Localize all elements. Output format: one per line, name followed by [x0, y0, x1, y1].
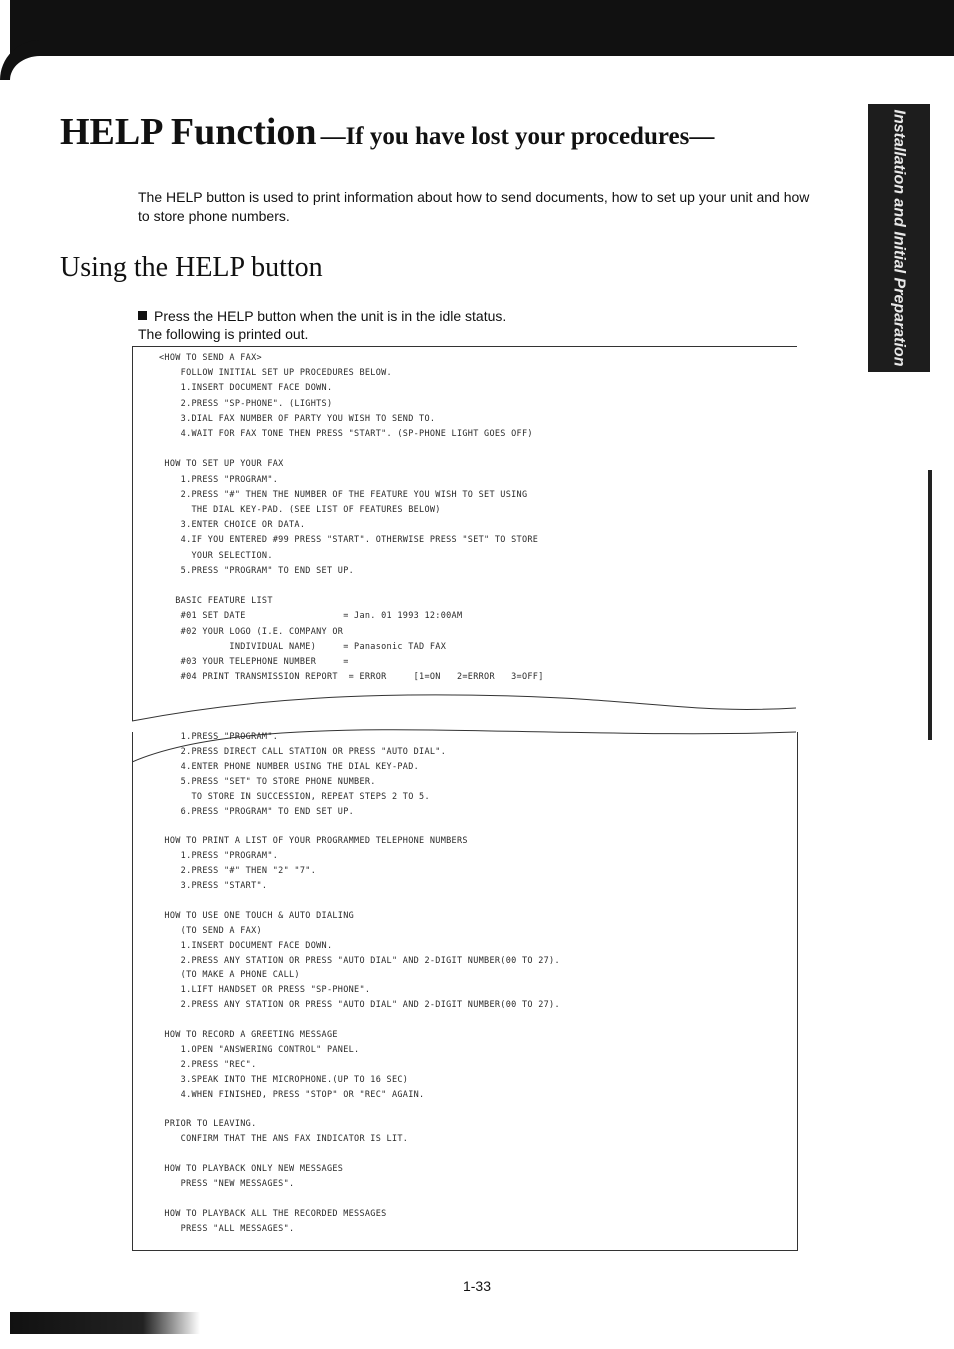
bullet-instruction [138, 307, 506, 343]
printout-line: (TO SEND A FAX) [159, 925, 262, 936]
printout-line: YOUR SELECTION. [159, 550, 273, 561]
page-title-main: HELP Function [60, 111, 317, 153]
printout-line: PRIOR TO LEAVING. [159, 1119, 257, 1130]
printout-line: INDIVIDUAL NAME) = Panasonic TAD FAX [159, 641, 447, 652]
printout-line: (TO MAKE A PHONE CALL) [159, 970, 300, 981]
printout-line: #01 SET DATE = Jan. 01 1993 12:00AM [159, 611, 463, 622]
page-title [60, 110, 714, 154]
side-tab-label: Installation and Initial Preparation [890, 109, 908, 367]
bottom-decorative-bar [10, 1312, 200, 1334]
printout-line: TO STORE IN SUCCESSION, REPEAT STEPS 2 TO 5. [159, 791, 430, 802]
printout-line: BASIC FEATURE LIST [159, 596, 273, 607]
printout-line: #04 PRINT TRANSMISSION REPORT = ERROR [1=ON 2=ERROR 3=OFF] [159, 672, 544, 683]
printout-line: 4.IF YOU ENTERED #99 PRESS "START". OTHERWISE PRESS "SET" TO STORE [159, 535, 539, 546]
printout-line: 2.PRESS "#" THEN THE NUMBER OF THE FEATURE YOU WISH TO SET USING [159, 489, 528, 500]
help-printout [132, 346, 796, 1250]
page-title-sub: —If you have lost your procedures— [320, 123, 715, 150]
printout-line: 2.PRESS ANY STATION OR PRESS "AUTO DIAL" AND 2-DIGIT NUMBER(00 TO 27). [159, 1000, 560, 1011]
printout-line: CONFIRM THAT THE ANS FAX INDICATOR IS LIT. [159, 1134, 409, 1145]
printout-line: 3.ENTER CHOICE OR DATA. [159, 520, 306, 531]
top-decorative-bar [10, 0, 954, 56]
printout-line: 1.INSERT DOCUMENT FACE DOWN. [159, 940, 333, 951]
printout-line: 1.PRESS "PROGRAM". [159, 732, 279, 742]
printout-line: 2.PRESS ANY STATION OR PRESS "AUTO DIAL" AND 2-DIGIT NUMBER(00 TO 27). [159, 955, 560, 966]
printout-line: <HOW TO SEND A FAX> [159, 353, 262, 363]
printout-line: 2.PRESS "SP-PHONE". (LIGHTS) [159, 398, 333, 409]
bullet-text: Press the HELP button when the unit is in the idle status. [154, 308, 507, 324]
printout-line: 1.INSERT DOCUMENT FACE DOWN. [159, 383, 333, 394]
printout-line: 3.SPEAK INTO THE MICROPHONE.(UP TO 16 SEC) [159, 1074, 409, 1085]
printout-line: 4.WHEN FINISHED, PRESS "STOP" OR "REC" AGAIN. [159, 1089, 425, 1100]
printout-line: #02 YOUR LOGO (I.E. COMPANY OR [159, 626, 344, 637]
printout-line: 5.PRESS "SET" TO STORE PHONE NUMBER. [159, 776, 376, 787]
printout-line: PRESS "ALL MESSAGES". [159, 1223, 295, 1234]
printout-line: 3.DIAL FAX NUMBER OF PARTY YOU WISH TO SEND TO. [159, 413, 436, 424]
printout-line: 2.PRESS "#" THEN "2" "7". [159, 866, 317, 877]
printout-line: 1.OPEN "ANSWERING CONTROL" PANEL. [159, 1044, 360, 1055]
printout-line: HOW TO PLAYBACK ALL THE RECORDED MESSAGES [159, 1208, 387, 1219]
printout-line: 4.ENTER PHONE NUMBER USING THE DIAL KEY-PAD. [159, 761, 420, 772]
printout-line: 2.PRESS "REC". [159, 1059, 257, 1070]
section-title: Using the HELP button [60, 252, 323, 283]
printout-line: HOW TO PRINT A LIST OF YOUR PROGRAMMED TELEPHONE NUMBERS [159, 836, 468, 847]
printout-line: HOW TO RECORD A GREETING MESSAGE [159, 1030, 338, 1040]
side-section-tab [868, 104, 930, 372]
printout-line: 1.PRESS "PROGRAM". [159, 851, 279, 862]
printout-line: 6.PRESS "PROGRAM" TO END SET UP. [159, 806, 355, 817]
printout-line: 5.PRESS "PROGRAM" TO END SET UP. [159, 565, 355, 576]
edge-mark [928, 470, 932, 740]
printout-line: 1.PRESS "PROGRAM". [159, 474, 279, 485]
printout-panel-top [132, 346, 797, 721]
printout-line: THE DIAL KEY-PAD. (SEE LIST OF FEATURES BELOW) [159, 505, 441, 515]
printout-line: HOW TO SET UP YOUR FAX [159, 459, 284, 470]
printout-line: PRESS "NEW MESSAGES". [159, 1179, 295, 1189]
bullet-subtext: The following is printed out. [138, 326, 309, 342]
printout-line: FOLLOW INITIAL SET UP PROCEDURES BELOW. [159, 368, 392, 379]
printout-line: #03 YOUR TELEPHONE NUMBER = [159, 657, 349, 667]
printout-line: 3.PRESS "START". [159, 881, 268, 891]
page-number: 1-33 [462, 1278, 492, 1294]
top-corner-curve [0, 40, 40, 80]
printout-line: HOW TO PLAYBACK ONLY NEW MESSAGES [159, 1164, 344, 1175]
printout-panel-bottom [132, 732, 798, 1251]
printout-line: HOW TO USE ONE TOUCH & AUTO DIALING [159, 910, 355, 921]
printout-line: 1.LIFT HANDSET OR PRESS "SP-PHONE". [159, 985, 371, 996]
intro-paragraph: The HELP button is used to print information about how to send documents, how to set up your unit and how to store phone numbers. [138, 189, 810, 224]
bullet-square-icon [138, 311, 147, 320]
printout-line: 4.WAIT FOR FAX TONE THEN PRESS "START". (SP-PHONE LIGHT GOES OFF) [159, 429, 533, 439]
printout-line: 2.PRESS DIRECT CALL STATION OR PRESS "AUTO DIAL". [159, 746, 447, 757]
